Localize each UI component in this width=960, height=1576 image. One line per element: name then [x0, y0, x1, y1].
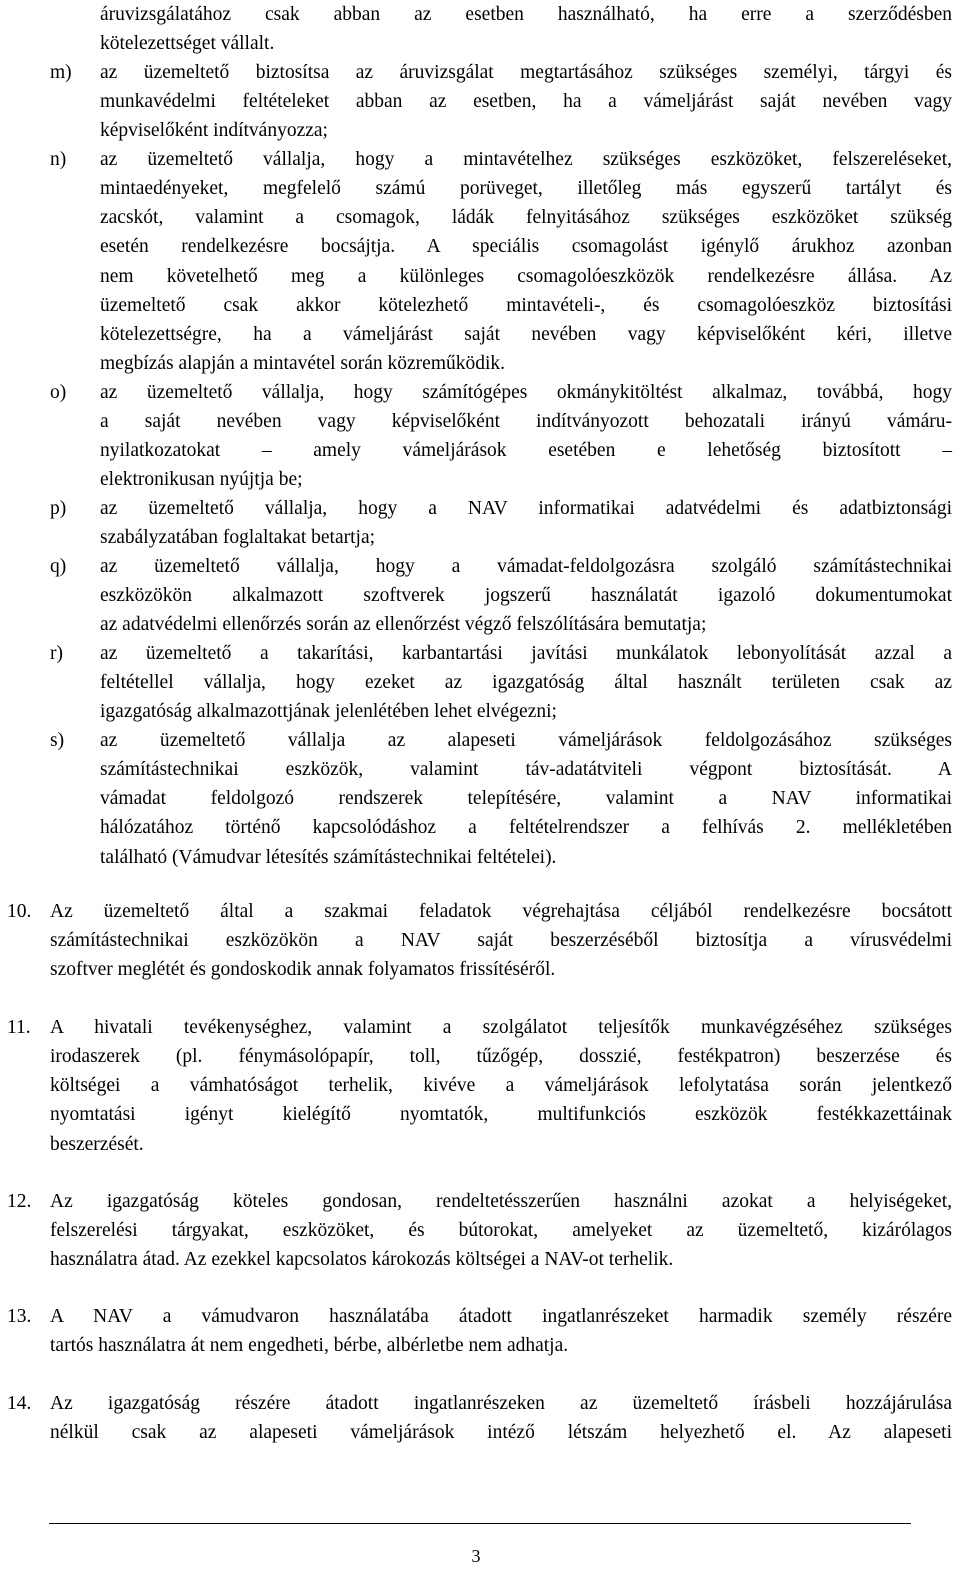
text-line: képviselőként indítványozza; — [100, 120, 328, 142]
list-marker: s) — [50, 730, 65, 751]
list-item-o — [100, 378, 952, 495]
list-marker: p) — [50, 498, 67, 519]
section-12 — [50, 1187, 952, 1274]
list-marker: q) — [50, 556, 67, 577]
list-marker: o) — [50, 382, 67, 403]
text-line: igazgatóság alkalmazottjának jelenlétében lehet elvégezni; — [100, 701, 557, 723]
section-11 — [50, 1013, 952, 1159]
text-line: mintaedényeket, megfelelő számú porüveget, illetőleg más egyszerű tartályt és — [100, 178, 952, 200]
text-line: a saját nevében vagy képviselőként indítványozott behozatali irányú vámáru- — [100, 411, 952, 433]
list-item-p — [100, 494, 952, 552]
text-line: felszerelési tárgyakat, eszközöket, és bútorokat, amelyeket az üzemeltető, kizárólagos — [50, 1220, 952, 1242]
text-line: beszerzését. — [50, 1133, 144, 1155]
text-line: elektronikusan nyújtja be; — [100, 469, 303, 491]
text-line: az üzemeltető vállalja, hogy számítógépes okmánykitöltést alkalmaz, továbbá, hogy — [100, 382, 952, 403]
text-line: nem követelhető meg a különleges csomagolóeszközök rendelkezésre állása. Az — [100, 265, 952, 287]
text-line: az adatvédelmi ellenőrzés során az ellenőrzést végző felszólítására bemutatja; — [100, 614, 707, 636]
text-line: feltétellel vállalja, hogy ezeket az igazgatóság által használt területen csak az — [100, 672, 952, 694]
text-line: kötelezettséget vállalt. — [100, 33, 275, 55]
footer-divider — [49, 1523, 911, 1524]
text-line: irodaszerek (pl. fénymásolópapír, toll, tűzőgép, dosszié, festékpatron) beszerzése és — [50, 1046, 952, 1068]
text-line: nyomtatási igényt kielégítő nyomtatók, multifunkciós eszközök festékkazettáinak — [50, 1104, 952, 1126]
text-line: költségei a vámhatóságot terhelik, kivéve a vámeljárások lefolytatása során jelentkező — [50, 1075, 952, 1097]
text-line: tartós használatra át nem engedheti, bérbe, albérletbe nem adhatja. — [50, 1335, 569, 1357]
text-line: nélkül csak az alapeseti vámeljárások intéző létszám helyezhető el. Az alapeseti — [50, 1422, 952, 1444]
text-line: áruvizsgálatához csak abban az esetben használható, ha erre a szerződésben — [100, 4, 952, 25]
text-line: vámadat feldolgozó rendszerek telepítésére, valamint a NAV informatikai — [100, 788, 952, 810]
list-item-m — [100, 58, 952, 145]
text-line: található (Vámudvar létesítés számítástechnikai feltételei). — [100, 846, 557, 868]
text-line: az üzemeltető vállalja az alapeseti vámeljárások feldolgozásához szükséges — [100, 730, 952, 751]
list-marker: r) — [50, 643, 63, 664]
list-item-q — [100, 552, 952, 639]
text-line: használatra átad. Az ezekkel kapcsolatos károkozás költségei a NAV-ot terhelik. — [50, 1249, 674, 1271]
text-line: számítástechnikai eszközök, valamint táv-adatátviteli végpont biztosítását. A — [100, 759, 952, 781]
text-line: Az igazgatóság köteles gondosan, rendeltetésszerűen használni azokat a helyiségeket, — [50, 1191, 952, 1212]
section-number: 13. — [7, 1306, 32, 1327]
section-number: 14. — [7, 1393, 32, 1414]
section-14 — [50, 1389, 952, 1447]
text-line: esetén rendelkezésre bocsájtja. A speciális csomagolást igénylő árukhoz azonban — [100, 236, 952, 258]
text-line: az üzemeltető a takarítási, karbantartási javítási munkálatok lebonyolítását azzal a — [100, 643, 952, 664]
section-number: 12. — [7, 1191, 32, 1212]
text-line: munkavédelmi feltételeket abban az esetben, ha a vámeljárást saját nevében vagy — [100, 91, 952, 113]
text-line: A hivatali tevékenységhez, valamint a szolgálatot teljesítők munkavégzéséhez szükséges — [50, 1017, 952, 1038]
section-number: 10. — [7, 901, 32, 922]
text-line: A NAV a vámudvaron használatába átadott ingatlanrészeket harmadik személy részére — [50, 1306, 952, 1327]
text-line: az üzemeltető vállalja, hogy a NAV informatikai adatvédelmi és adatbiztonsági — [100, 498, 952, 519]
text-line: szabályzatában foglaltakat betartja; — [100, 527, 376, 549]
list-item-r — [100, 639, 952, 726]
text-line: számítástechnikai eszközökön a NAV saját beszerzéséből biztosítja a vírusvédelmi — [50, 930, 952, 952]
text-line: megbízás alapján a mintavétel során közreműködik. — [100, 352, 506, 374]
text-line: szoftver meglétét és gondoskodik annak folyamatos frissítéséről. — [50, 959, 556, 981]
text-line: az üzemeltető vállalja, hogy a vámadat-feldolgozásra szolgáló számítástechnikai — [100, 556, 952, 577]
section-13 — [50, 1302, 952, 1360]
continuation-paragraph — [100, 0, 952, 58]
text-line: üzemeltető csak akkor kötelezhető mintavételi-, és csomagolóeszköz biztosítási — [100, 294, 952, 316]
text-line: kötelezettségre, ha a vámeljárást saját nevében vagy képviselőként kéri, illetve — [100, 323, 952, 345]
text-line: az üzemeltető vállalja, hogy a mintavételhez szükséges eszközöket, felszereléseket, — [100, 149, 952, 170]
list-item-n — [100, 145, 952, 378]
section-10 — [50, 897, 952, 984]
text-line: nyilatkozatokat – amely vámeljárások esetében e lehetőség biztosított – — [100, 440, 952, 462]
text-line: Az üzemeltető által a szakmai feladatok végrehajtása céljából rendelkezésre bocsátott — [50, 901, 952, 922]
text-line: Az igazgatóság részére átadott ingatlanrészeken az üzemeltető írásbeli hozzájárulása — [50, 1393, 952, 1414]
section-number: 11. — [7, 1017, 31, 1038]
text-line: eszközökön alkalmazott szoftverek jogszerű használatát igazoló dokumentumokat — [100, 585, 952, 607]
list-marker: m) — [50, 62, 72, 83]
text-line: az üzemeltető biztosítsa az áruvizsgálat megtartásához szükséges személyi, tárgyi és — [100, 62, 952, 83]
page-number: 3 — [471, 1546, 481, 1566]
text-line: zacskót, valamint a csomagok, ládák felnyitásához szükséges eszközöket szükség — [100, 207, 952, 229]
text-line: hálózatához történő kapcsolódáshoz a feltételrendszer a felhívás 2. mellékletében — [100, 817, 952, 839]
list-marker: n) — [50, 149, 67, 170]
list-item-s — [100, 726, 952, 872]
